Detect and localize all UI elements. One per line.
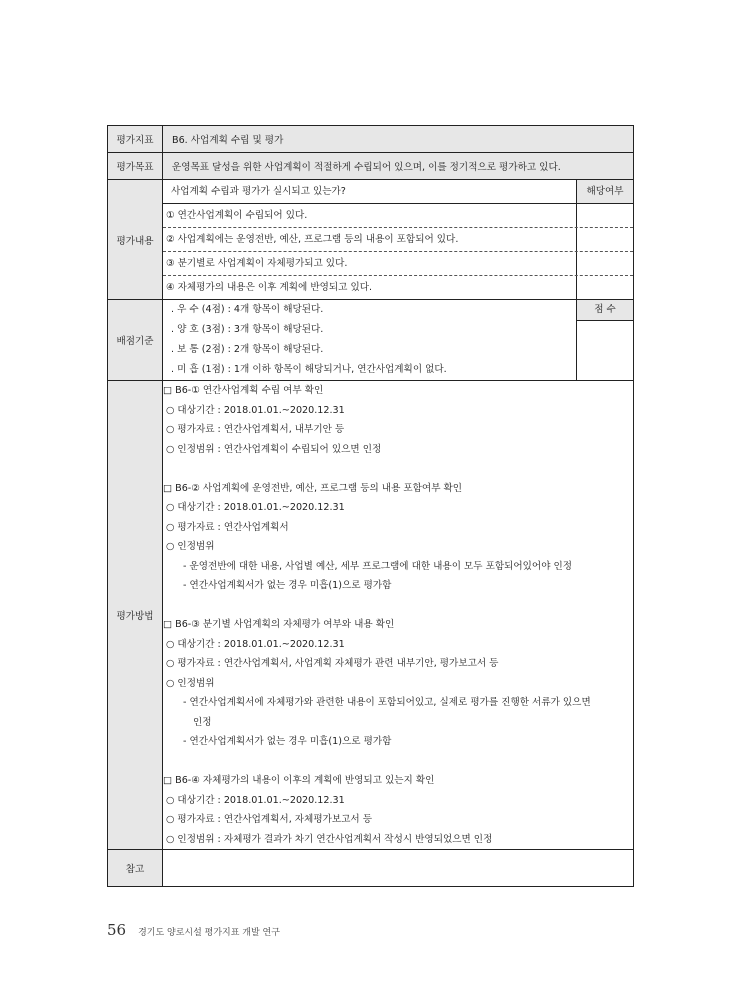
content-item: ① 연간사업계획이 수립되어 있다. xyxy=(163,204,577,227)
goal-value: 운영목표 달성을 위한 사업계획이 적절하게 수립되어 있으며, 이를 정기적으로 평가하고 있다. xyxy=(163,153,634,180)
scoring-item: . 양 호 (3점) : 3개 항목이 해당된다. xyxy=(171,324,324,335)
footer-title: 경기도 양로시설 평가지표 개발 연구 xyxy=(138,928,280,938)
content-item: ② 사업계획에는 운영전반, 예산, 프로그램 등의 내용이 포함되어 있다. xyxy=(163,228,577,251)
method-line: ○ 대상기간 : 2018.01.01.~2020.12.31 xyxy=(166,404,345,416)
method-line: ○ 평가자료 : 연간사업계획서 xyxy=(166,521,289,533)
method-section-title: □ B6-① 연간사업계획 수립 여부 확인 xyxy=(163,385,324,396)
method-line: ○ 인정범위 : 연간사업계획이 수립되어 있으면 인정 xyxy=(166,443,382,455)
method-line: ○ 대상기간 : 2018.01.01.~2020.12.31 xyxy=(166,502,345,513)
check-cell xyxy=(577,204,633,227)
scoring-cell xyxy=(163,300,634,381)
scoring-label: 배점기준 xyxy=(108,300,163,381)
method-cell xyxy=(163,381,634,850)
content-question: 사업계획 수립과 평가가 실시되고 있는가? xyxy=(163,180,577,203)
method-line: ○ 인정범위 : 자체평가 결과가 차기 연간사업계획서 작성시 반영되었으면 인정 xyxy=(166,833,493,845)
method-line: ○ 평가자료 : 연간사업계획서, 내부기안 등 xyxy=(166,424,345,435)
method-line: - 연간사업계획서에 자체평가와 관련한 내용이 포함되어있고, 실제로 평가를 진행한 서류가 있으면 xyxy=(183,697,591,708)
method-line: ○ 인정범위 xyxy=(166,677,215,689)
method-section-title: □ B6-② 사업계획에 운영전반, 예산, 프로그램 등의 내용 포함여부 확인 xyxy=(163,482,463,494)
content-cell xyxy=(163,180,634,300)
scoring-item: . 보 통 (2점) : 2개 항목이 해당된다. xyxy=(171,344,324,355)
indicator-label: 평가지표 xyxy=(108,126,163,153)
method-line: - 운영전반에 대한 내용, 사업별 예산, 세부 프로그램에 대한 내용이 모두 포함되어있어야 인정 xyxy=(183,560,573,572)
method-line: 인정 xyxy=(193,716,212,728)
check-header: 해당여부 xyxy=(577,180,633,203)
method-line: ○ 평가자료 : 연간사업계획서, 자체평가보고서 등 xyxy=(166,814,372,825)
page-number: 56 xyxy=(107,921,127,939)
content-item: ④ 자체평가의 내용은 이후 계획에 반영되고 있다. xyxy=(163,276,577,299)
scoring-item: . 우 수 (4점) : 4개 항목이 해당된다. xyxy=(171,304,324,315)
method-section-title: □ B6-④ 자체평가의 내용이 이후의 계획에 반영되고 있는지 확인 xyxy=(163,775,435,786)
indicator-value: B6. 사업계획 수립 및 평가 xyxy=(163,126,634,153)
note-value xyxy=(163,850,634,887)
method-line: ○ 인정범위 xyxy=(166,541,215,552)
score-header: 점 수 xyxy=(577,300,633,321)
check-cell xyxy=(577,228,633,251)
method-line: ○ 대상기간 : 2018.01.01.~2020.12.31 xyxy=(166,794,345,806)
note-label: 참고 xyxy=(108,850,163,887)
method-label: 평가방법 xyxy=(108,381,163,850)
method-line: - 연간사업계획서가 없는 경우 미흡(1)으로 평가함 xyxy=(183,580,392,591)
goal-label: 평가목표 xyxy=(108,153,163,180)
evaluation-table xyxy=(107,125,634,887)
scoring-item: . 미 흡 (1점) : 1개 이하 항목이 해당되거나, 연간사업계획이 없다. xyxy=(171,364,447,375)
check-cell xyxy=(577,276,633,299)
content-item: ③ 분기별로 사업계획이 자체평가되고 있다. xyxy=(163,252,577,275)
check-cell xyxy=(577,252,633,275)
method-line: ○ 대상기간 : 2018.01.01.~2020.12.31 xyxy=(166,638,345,650)
method-line: ○ 평가자료 : 연간사업계획서, 사업계획 자체평가 관련 내부기안, 평가보고서 등 xyxy=(166,658,499,669)
method-line: - 연간사업계획서가 없는 경우 미흡(1)으로 평가함 xyxy=(183,736,392,747)
page-footer xyxy=(107,921,280,939)
content-label: 평가내용 xyxy=(108,180,163,300)
method-section-title: □ B6-③ 분기별 사업계획의 자체평가 여부와 내용 확인 xyxy=(163,619,395,630)
